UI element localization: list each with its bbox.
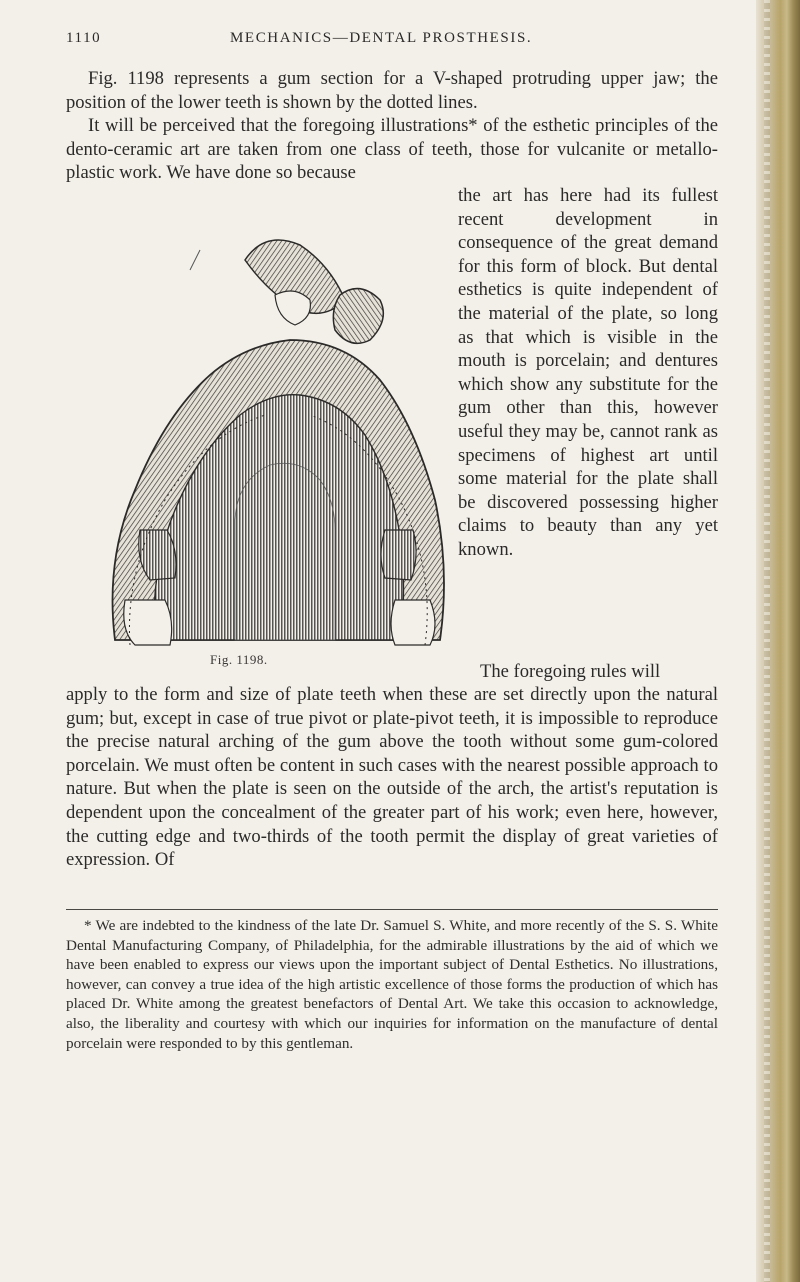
paragraph-foregoing-rules: The foregoing rules will bbox=[480, 661, 661, 682]
footnote-divider bbox=[66, 909, 718, 910]
page-header bbox=[66, 30, 716, 54]
running-title: MECHANICS—DENTAL PROSTHESIS. bbox=[230, 30, 533, 46]
page-edge-binding bbox=[756, 0, 800, 1282]
paragraph-plate-teeth: apply to the form and size of plate teeth when these are set directly upon the natural gum; but, except in case of true pivot or plate-pivot teeth, it is impossible to reproduce the precise natural arching of the gum above the tooth without some gum-colored porcelain. We must often be content in such cases with the nearest possible approach to nature. But when the plate is seen on the outside of the arch, the artist's reputation is dependent upon the concealment of the greater part of his work; even here, however, the cutting edge and two-thirds of the tooth permit the display of great varieties of expression. Of bbox=[66, 684, 718, 871]
page-number: 1110 bbox=[66, 30, 102, 46]
footnote: * We are indebted to the kindness of the late Dr. Samuel S. White, and more recently of the S. S. White Dental Manufacturing Company, of Philadelphia, for the admirable illustrations by the aid of which we have been enabled to express our views upon the important subject of Dental Esthetics. No illustrations, however, can convey a true idea of the high artistic excellence of those forms the production of which has placed Dr. White among the greatest benefactors of Dental Art. We take this occasion to acknowledge, also, the liberality and courtesy with which our inquiries for information on the manufacture of dental porcelain were responded to by this gentleman. bbox=[66, 917, 718, 1052]
gum-section-engraving bbox=[95, 200, 467, 650]
paragraph-illustrations-intro: It will be perceived that the foregoing illustrations* of the esthetic principles of the dento-ceramic art are taken from one class of teeth, those for vulcanite or metallo-plastic work. We have done so because bbox=[66, 115, 718, 184]
paragraph-fig-description: Fig. 1198 represents a gum section for a V-shaped protruding upper jaw; the position of the lower teeth is shown by the dotted lines. bbox=[66, 68, 718, 113]
figure-caption: Fig. 1198. bbox=[210, 652, 268, 667]
figure-gum-section bbox=[95, 200, 467, 675]
paragraph-esthetics-column: the art has here had its fullest recent development in consequence of the great demand for this form of block. But dental esthetics is quite independent of the material of the plate, so long as that which is visible in the mouth is porcelain; and dentures which show any substitute for the gum other than this, however useful they may be, cannot rank as specimens of highest art until some material for the plate shall be discovered possessing higher claims to beauty than any yet known. bbox=[458, 185, 718, 560]
